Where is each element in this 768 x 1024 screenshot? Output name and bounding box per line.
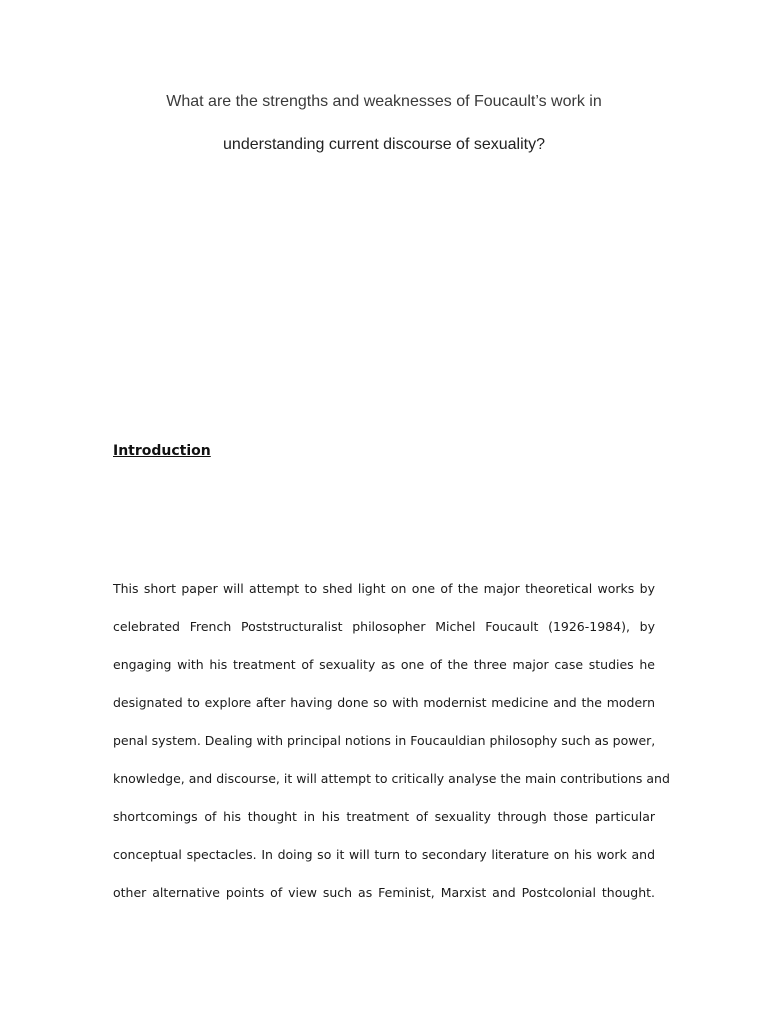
title-line-1: What are the strengths and weaknesses of Foucault’s work in (166, 93, 602, 110)
section-heading: Introduction (113, 443, 211, 459)
paragraph-line: This short paper will attempt to shed light on one of the major theoretical works by (113, 581, 655, 596)
introduction-paragraph (113, 570, 670, 912)
paragraph-line: penal system. Dealing with principal notions in Foucauldian philosophy such as power, (113, 733, 656, 748)
paragraph-line: designated to explore after having done so with modernist medicine and the modern (113, 695, 655, 710)
title-line-2: understanding current discourse of sexuality? (223, 136, 545, 153)
paragraph-line: celebrated French Poststructuralist philosopher Michel Foucault (1926-1984), by (113, 619, 655, 634)
paragraph-line: knowledge, and discourse, it will attempt to critically analyse the main contributions and (113, 771, 670, 786)
paragraph-line: other alternative points of view such as Feminist, Marxist and Postcolonial thought. (113, 885, 655, 900)
paragraph-line: shortcomings of his thought in his treatment of sexuality through those particular (113, 809, 655, 824)
paragraph-line: conceptual spectacles. In doing so it will turn to secondary literature on his work and (113, 847, 655, 862)
paragraph-line: engaging with his treatment of sexuality as one of the three major case studies he (113, 657, 655, 672)
